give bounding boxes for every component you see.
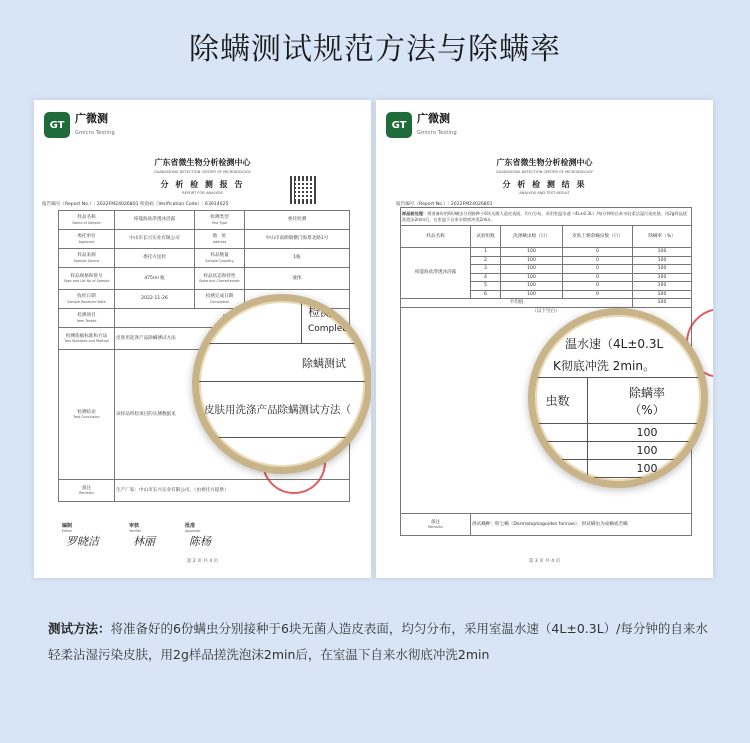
table-cell: 100	[633, 256, 692, 265]
magnified-table: 虫数 除螨率 （%） 100 100 100 100	[528, 377, 707, 488]
table-cell: 100	[633, 265, 692, 274]
page-title: 除螨测试规范方法与除螨率	[189, 32, 561, 67]
result-title-en: ANALYSIS AND TEST RESULT	[519, 191, 570, 195]
table-cell: 生产厂家：中山市长兴实业有限公司。（由委托方提供）	[115, 480, 350, 502]
analysis-report-page	[34, 100, 371, 578]
editor-signature: 编制 Editor 罗晓洁	[62, 523, 99, 548]
analysis-result-page	[376, 100, 713, 578]
test-method-description	[48, 616, 718, 668]
org-name-en: GUANGDONG DETECTION CENTER OF MICROBIOLOGY	[154, 170, 251, 174]
table-cell: 475ml 瓶	[115, 268, 195, 290]
table-row	[59, 211, 350, 230]
table-cell: 100	[501, 248, 563, 257]
page-number: 第 3 页 共 4 页	[528, 559, 561, 564]
table-cell: 100	[633, 290, 692, 299]
table-cell: 检测结论 Test Conclusion	[59, 350, 115, 480]
gmicro-logo-icon: GT	[386, 112, 412, 138]
gmicro-logo-icon: GT	[44, 112, 70, 138]
table-cell: 检测依据标准和方法 Test Standard and Method	[59, 328, 115, 350]
brand-logo	[386, 112, 457, 138]
table-cell: 1瓶	[245, 249, 350, 268]
magnified-text-line: 温水速（4L±0.3L	[565, 337, 664, 351]
table-cell: 0	[563, 248, 633, 257]
table-cell: 3	[471, 265, 501, 274]
org-name-en: GUANGDONG DETECTION CENTER OF MICROBIOLOGY	[496, 170, 593, 174]
table-cell: 5	[471, 282, 501, 291]
table-cell: 委托方送检	[115, 249, 195, 268]
table-cell: 2	[471, 256, 501, 265]
table-cell: 洗涤螨虫数（只）	[501, 226, 563, 248]
table-cell: 0	[563, 290, 633, 299]
org-name-cn: 广东省微生物分析检测中心	[496, 158, 593, 167]
table-cell: 样品来源 Sample Source	[59, 249, 115, 268]
approver-signature: 批准 Approver 陈杨	[185, 523, 211, 548]
table-cell: 0	[563, 282, 633, 291]
table-cell: 中山市南朗镇横门海景北路1号	[245, 230, 350, 249]
table-cell: 地 址 Address	[195, 230, 245, 249]
report-number: 报告编号（Report No.）: 2022FM24026801 检验码（Verification Code）: 63914025	[42, 202, 229, 207]
table-cell: 委托检测	[245, 211, 350, 230]
table-cell: 供试螨种：粉尘螨（Dermatophagoides farinae），供试螨虫为成螨或若螨	[471, 514, 692, 536]
report-number: 报告编号（Report No.）: 2022FM24026801	[396, 202, 493, 207]
report-title-cn: 分 析 检 测 报 告	[160, 180, 245, 189]
table-cell: 皮肤上剩余螨虫数（只）	[563, 226, 633, 248]
table-cell: 样品名称	[401, 226, 471, 248]
table-row	[401, 299, 692, 308]
table-cell: 100	[501, 282, 563, 291]
test-method-text: 将准备好的6份螨虫分别接种于6块无菌人造皮表面，均匀分布，采用室温水速（4L±0.3L）/每分钟的自来水轻柔沾湿污染皮肤，用2g样品搓洗泡沫2min后，在室温下自来水彻底冲洗2min	[48, 621, 708, 662]
page-number: 第 2 页 共 4 页	[186, 559, 219, 564]
table-cell: 委托单位 Applicant	[59, 230, 115, 249]
brand-name: 广微测	[417, 112, 450, 126]
brand-name: 广微测	[75, 112, 108, 126]
table-row	[59, 249, 350, 268]
table-row	[401, 248, 692, 257]
table-cell: 6	[471, 290, 501, 299]
table-cell: 样品名称 Name of Sample	[59, 211, 115, 230]
table-cell: 检测完成日期 Completion	[195, 290, 245, 309]
table-cell: 中山市长兴实业有限公司	[115, 230, 195, 249]
table-cell: 100	[501, 290, 563, 299]
table-cell: 样品数量 Sample Quantity	[195, 249, 245, 268]
table-cell: 4	[471, 273, 501, 282]
table-cell: 0	[563, 256, 633, 265]
table-cell: 柏蔻海盐净透沐浴露	[401, 248, 471, 299]
table-cell: 1	[471, 248, 501, 257]
report-title-en: REPORT FOR ANALYSIS	[182, 191, 223, 195]
table-cell: 皮肤用洗涤产品除螨测试方法	[115, 328, 350, 350]
table-cell: 平均值	[401, 299, 633, 308]
table-cell: 100	[633, 299, 692, 308]
table-row	[401, 226, 692, 248]
test-method-label: 测试方法：	[48, 621, 111, 636]
magnifier-lens	[528, 308, 708, 488]
table-row	[401, 514, 692, 536]
table-cell: （以下空白）	[401, 308, 692, 514]
table-cell: 备注 Remarks	[401, 514, 471, 536]
table-cell: 检测类型 Test Type	[195, 211, 245, 230]
brand-sub: Gmicro Testing	[417, 130, 457, 136]
table-cell: 柏蔻海盐净透沐浴露	[115, 211, 195, 230]
magnified-table: 检测完 Completion 除螨测试 皮肤用洗涤产品除螨测试方法（	[192, 294, 371, 474]
table-cell: 试验组数	[471, 226, 501, 248]
table-cell: 0	[563, 273, 633, 282]
brand-logo	[44, 112, 115, 138]
table-cell: 样品状态和特性 State and Characteristic	[195, 268, 245, 290]
table-cell: 样品前处理：将准备好的6份螨虫分别接种于6块无菌人造皮表面，均匀分布，采用室温水速（4L±0.3L）/每分钟的自来水轻柔沾湿污染皮肤，用2g样品搓洗泡沫2min后，在室温下自来水彻底冲洗2min。	[401, 208, 692, 226]
table-cell: 100	[501, 273, 563, 282]
table-cell: 收样日期 Sample Received Date	[59, 290, 115, 309]
qr-code-icon	[290, 176, 318, 204]
table-cell: 2022-11-26	[115, 290, 195, 309]
table-cell: 样品规格和批号 Spec and Lot No of Sample	[59, 268, 115, 290]
signature-row	[62, 522, 211, 549]
table-row	[59, 268, 350, 290]
table-cell: 检测项目 Item Tested	[59, 309, 115, 328]
table-cell: 100	[633, 273, 692, 282]
verifier-signature: 审核 Verifier 林丽	[129, 523, 155, 548]
table-cell: 100	[501, 265, 563, 274]
table-cell: 100	[501, 256, 563, 265]
result-title-cn: 分 析 检 测 结 果	[502, 180, 587, 189]
table-cell: 100	[633, 282, 692, 291]
magnified-text-line: K彻底冲洗 2min。	[553, 359, 655, 373]
table-cell: 该样品所检项目的实测数据见	[115, 350, 350, 480]
table-row	[59, 230, 350, 249]
table-row	[401, 208, 692, 226]
table-cell: 除螨率（%）	[633, 226, 692, 248]
brand-sub: Gmicro Testing	[75, 130, 115, 136]
table-cell: 100	[633, 248, 692, 257]
magnifier-lens	[192, 294, 371, 474]
table-cell: 液体	[245, 268, 350, 290]
table-cell: 备注 Remarks	[59, 480, 115, 502]
table-cell: 0	[563, 265, 633, 274]
org-name-cn: 广东省微生物分析检测中心	[154, 158, 251, 167]
